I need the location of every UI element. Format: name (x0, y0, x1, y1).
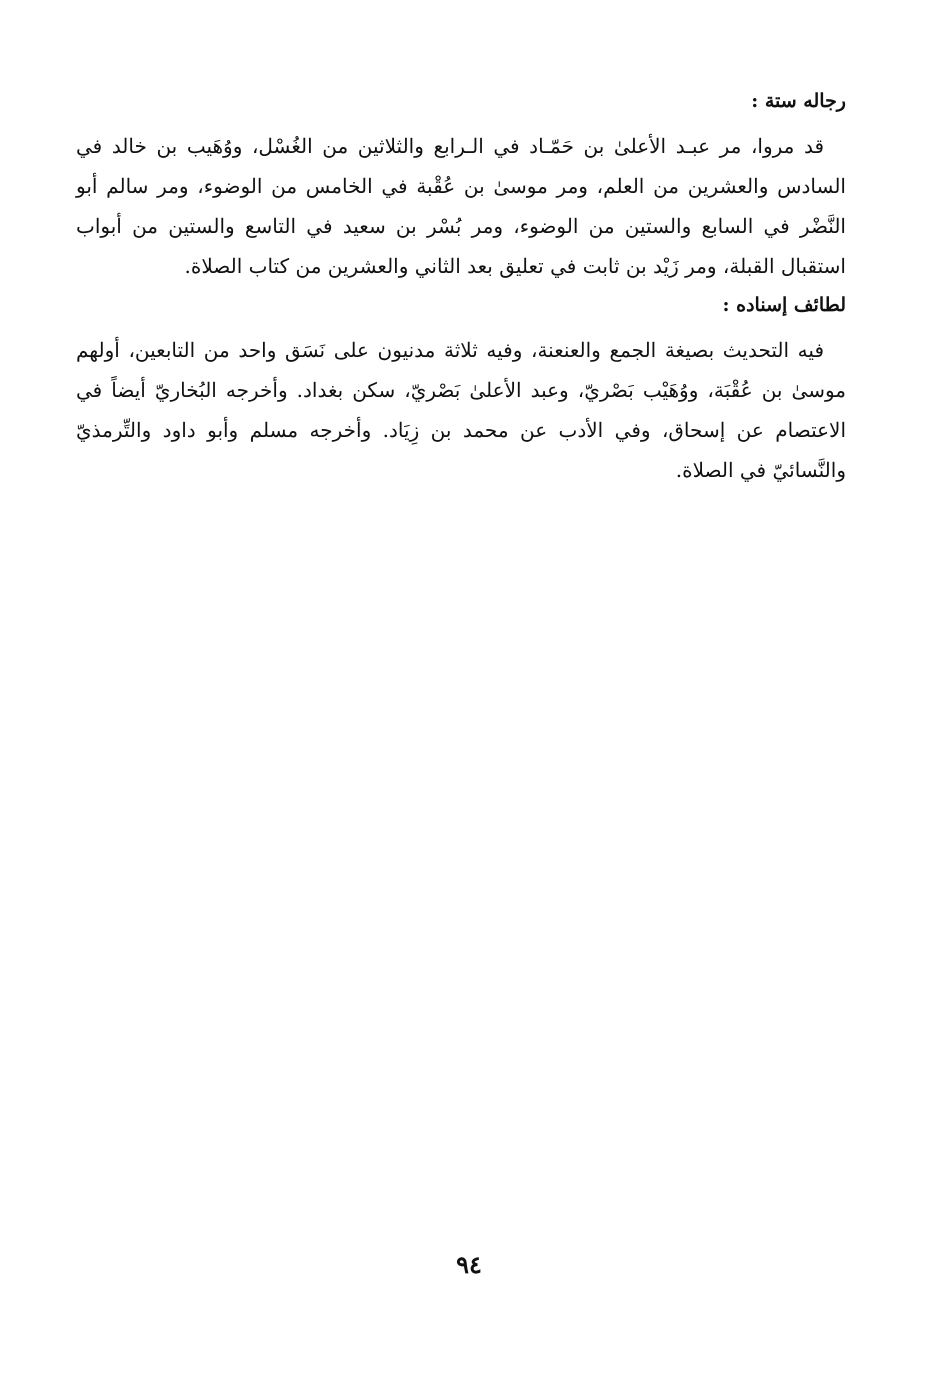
page-number: ٩٤ (456, 1250, 482, 1279)
section-heading-narrators: رجاله ستة : (751, 90, 846, 112)
section-body-narrators: قد مروا، مر عبـد الأعلىٰ بن حَمّـاد في الـرابع والثلاثين من الغُسْل، ووُهَيب بن خالد في السادس والعشرين من العلم، ومر موسىٰ بن عُقْبة في الخامس من الوضوء، ومر سالم أبو النَّضْر في السابع والستين من الوضوء، ومر بُسْر بن سعيد في التاسع والستين من أبواب استقبال القبلة، ومر زَيْد بن ثابت في تعليق بعد الثاني والعشرين من كتاب الصلاة. (76, 134, 846, 278)
section-heading-isnad-notes: لطائف إسناده : (722, 294, 846, 316)
section-body-isnad-notes: فيه التحديث بصيغة الجمع والعنعنة، وفيه ثلاثة مدنيون على نَسَق واحد من التابعين، أولهم موسىٰ بن عُقْبَة، ووُهَيْب بَصْريّ، وعبد الأعلىٰ بَصْريّ، سكن بغداد. وأخرجه البُخاريّ أيضاً في الاعتصام عن إسحاق، وفي الأدب عن محمد بن زِيَاد. وأخرجه مسلم وأبو داود والتِّرمذيّ والنَّسائيّ في الصلاة. (76, 338, 846, 482)
